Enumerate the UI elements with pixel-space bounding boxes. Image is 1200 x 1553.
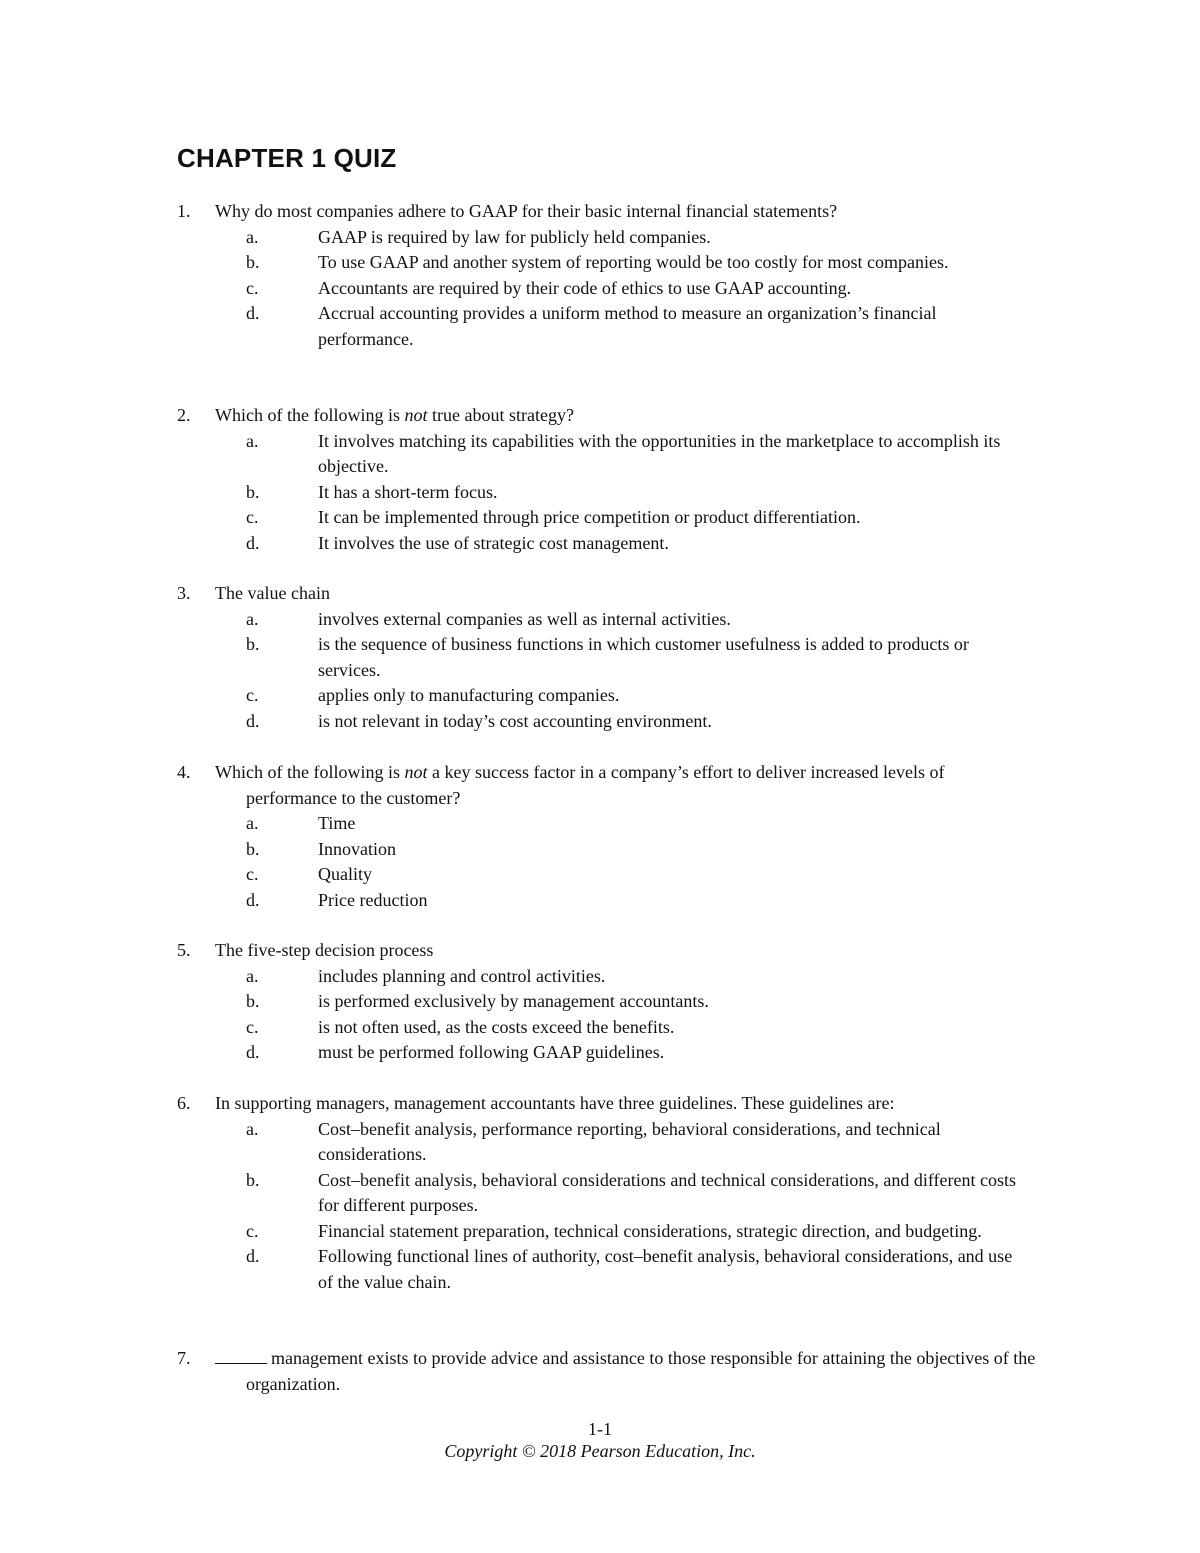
- option-a: [177, 607, 1037, 633]
- question-text: The five-step decision process: [215, 940, 434, 960]
- option-text: is the sequence of business functions in which customer usefulness is added to products or services.: [318, 634, 969, 680]
- option-letter: b.: [246, 991, 260, 1011]
- option-letter: a.: [246, 226, 259, 247]
- option-letter: b.: [246, 481, 260, 502]
- option-text: must be performed following GAAP guidelines.: [318, 1042, 665, 1062]
- question-number: 1.: [177, 201, 191, 221]
- option-text: It has a short-term focus.: [318, 481, 498, 502]
- question-text: The value chain: [215, 583, 330, 603]
- option-letter: d.: [246, 889, 260, 910]
- option-text: is not often used, as the costs exceed the benefits.: [318, 1016, 675, 1037]
- option-d: [177, 301, 1037, 352]
- question-1: [177, 199, 1037, 352]
- option-letter: c.: [246, 1220, 259, 1241]
- option-c: [177, 683, 1037, 709]
- option-text: It can be implemented through price competition or product differentiation.: [318, 507, 861, 527]
- option-letter: b.: [246, 634, 260, 654]
- question-4: [177, 760, 1037, 913]
- option-a: [177, 1117, 1037, 1168]
- option-text: Following functional lines of authority, cost–benefit analysis, behavioral considerations, and use of the value chain.: [318, 1246, 1013, 1292]
- option-text: To use GAAP and another system of reporting would be too costly for most companies.: [318, 252, 949, 272]
- question-text: management exists to provide advice and assistance to those responsible for attaining the objectives of the organization.: [215, 1346, 1037, 1397]
- question-6: [177, 1091, 1037, 1295]
- option-c: [177, 505, 1037, 531]
- option-text: It involves the use of strategic cost management.: [318, 532, 669, 553]
- option-letter: b.: [246, 252, 260, 272]
- option-a: [177, 225, 1037, 251]
- option-c: [177, 1219, 1037, 1245]
- option-letter: c.: [246, 1016, 259, 1037]
- option-b: [177, 632, 1037, 683]
- question-number: 2.: [177, 405, 191, 425]
- option-text: Cost–benefit analysis, behavioral considerations and technical considerations, and different costs for different purposes.: [318, 1169, 1016, 1215]
- option-text: Financial statement preparation, technical considerations, strategic direction, and budgeting.: [318, 1220, 982, 1241]
- page-number: 1-1: [588, 1419, 612, 1439]
- option-text: is not relevant in today’s cost accounting environment.: [318, 710, 712, 731]
- option-letter: d.: [246, 710, 260, 731]
- option-text: includes planning and control activities.: [318, 965, 606, 986]
- option-text: Accrual accounting provides a uniform method to measure an organization’s financial performance.: [318, 303, 937, 349]
- option-text: involves external companies as well as internal activities.: [318, 608, 731, 629]
- option-letter: a.: [246, 1118, 259, 1139]
- option-d: [177, 1244, 1037, 1295]
- option-text: GAAP is required by law for publicly held companies.: [318, 226, 711, 247]
- option-b: [177, 989, 1037, 1015]
- option-a: [177, 964, 1037, 990]
- question-2: [177, 403, 1037, 556]
- option-letter: a.: [246, 430, 259, 451]
- option-letter: d.: [246, 1042, 260, 1062]
- option-letter: d.: [246, 303, 260, 323]
- option-text: is performed exclusively by management accountants.: [318, 991, 709, 1011]
- option-letter: b.: [246, 1169, 260, 1190]
- option-c: [177, 276, 1037, 302]
- page-title: CHAPTER 1 QUIZ: [177, 143, 397, 173]
- option-letter: b.: [246, 838, 260, 859]
- option-letter: c.: [246, 507, 259, 527]
- option-text: Innovation: [318, 838, 396, 859]
- option-letter: d.: [246, 1246, 260, 1266]
- option-d: [177, 1040, 1037, 1066]
- emphasis-not: not: [404, 762, 428, 782]
- option-a: [177, 429, 1037, 480]
- option-letter: c.: [246, 685, 259, 705]
- option-d: [177, 888, 1037, 914]
- option-text: Cost–benefit analysis, performance reporting, behavioral considerations, and technical considerations.: [318, 1118, 941, 1164]
- question-text: Which of the following is not true about strategy?: [215, 405, 574, 425]
- option-letter: d.: [246, 532, 260, 553]
- option-b: [177, 250, 1037, 276]
- question-number: 5.: [177, 940, 191, 960]
- option-d: [177, 709, 1037, 735]
- option-text: applies only to manufacturing companies.: [318, 685, 620, 705]
- option-text: It involves matching its capabilities with the opportunities in the marketplace to accomplish its objective.: [318, 430, 1001, 476]
- option-letter: a.: [246, 965, 259, 986]
- option-a: [177, 811, 1037, 837]
- emphasis-not: not: [404, 405, 428, 425]
- option-text: Price reduction: [318, 889, 428, 910]
- question-text: Why do most companies adhere to GAAP for their basic internal financial statements?: [215, 201, 838, 221]
- option-letter: c.: [246, 864, 259, 884]
- option-c: [177, 862, 1037, 888]
- option-c: [177, 1015, 1037, 1041]
- option-b: [177, 837, 1037, 863]
- question-number: 7.: [177, 1348, 191, 1368]
- option-letter: a.: [246, 813, 259, 833]
- question-number: 6.: [177, 1093, 191, 1113]
- question-5: [177, 938, 1037, 1066]
- option-b: [177, 1168, 1037, 1219]
- question-number: 3.: [177, 583, 191, 603]
- answer-blank: [215, 1346, 267, 1364]
- question-text: In supporting managers, management accountants have three guidelines. These guidelines are:: [215, 1093, 895, 1113]
- option-text: Quality: [318, 864, 372, 884]
- question-7: [177, 1346, 1037, 1397]
- option-text: Accountants are required by their code of ethics to use GAAP accounting.: [318, 277, 852, 298]
- copyright-notice: Copyright © 2018 Pearson Education, Inc.: [444, 1441, 756, 1461]
- option-letter: a.: [246, 608, 259, 629]
- question-number: 4.: [177, 762, 191, 782]
- option-b: [177, 480, 1037, 506]
- option-letter: c.: [246, 277, 259, 298]
- question-text: Which of the following is not a key success factor in a company’s effort to deliver increased levels of performance to the customer?: [215, 762, 945, 808]
- option-text: Time: [318, 813, 356, 833]
- option-d: [177, 531, 1037, 557]
- question-3: [177, 581, 1037, 734]
